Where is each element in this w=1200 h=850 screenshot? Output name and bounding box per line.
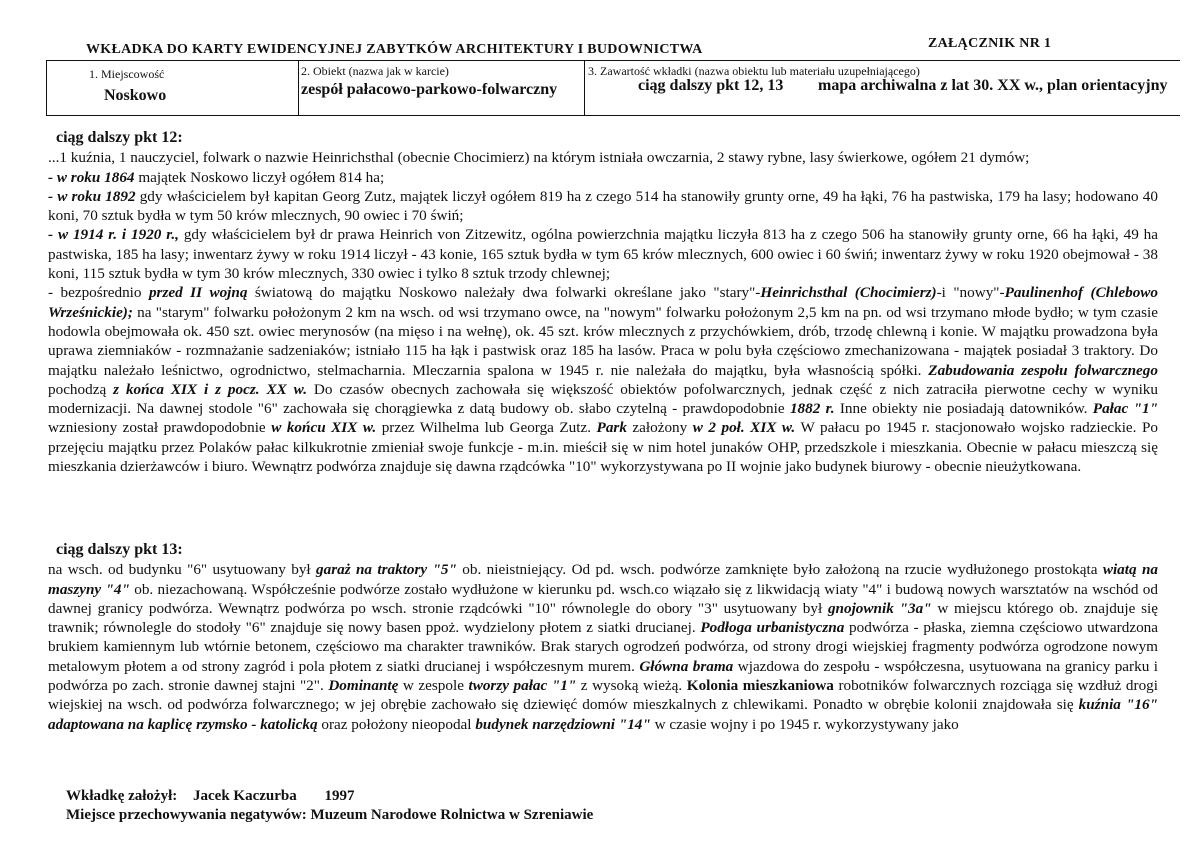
emphasis: z końca XIX i z pocz. XX w. xyxy=(113,380,308,398)
emphasis: w roku 1864 xyxy=(56,168,135,186)
text: ...1 kuźnia, 1 nauczyciel, folwark o nazwie Heinrichsthal (obecnie Chocimierz) na którym istniała owczarnia, 2 stawy rybne, lasy świerkowe, ogółem 21 dymów; xyxy=(48,149,1030,167)
text: założony xyxy=(626,419,693,437)
emphasis: Kolonia mieszkaniowa xyxy=(686,677,834,695)
emphasis: Paulinenhof (Chlebowo Wrześnickie); xyxy=(48,284,1159,321)
text: - xyxy=(48,226,58,244)
text: oraz położony nieopodal xyxy=(317,715,476,733)
emphasis: garaż na traktory "5" xyxy=(316,561,457,579)
emphasis: 1882 r. xyxy=(789,400,835,418)
field-contents-value-main: ciąg dalszy pkt 12, 13 xyxy=(638,77,784,94)
field-object xyxy=(297,61,585,116)
text: ob. niezachowaną. Współcześnie podwórze zostało wydłużone w kierunku pd. wsch.co wiązało się z likwidacją wiaty "4" i budową nowych warsztatów na wschód od dawnej granicy podwórza. Wewnątrz podwórza po wsch. stronie rządcówki "10" równolegle do obory "3" usytuowany był xyxy=(48,580,1158,617)
text: z wysoką wieżą. xyxy=(576,677,687,695)
text: robotników folwarcznych rozciąga się wzdłuż drogi wiejskiej na wsch. od podwórza folwarcznego; w jej obrębie zachowało się dziewięć domów mieszkalnych z chlewikami. Ponadto w obrębie kolonii znajdowała się xyxy=(48,677,1158,714)
emphasis: w roku 1892 xyxy=(57,187,136,205)
emphasis: w 1914 r. i 1920 r., xyxy=(57,226,179,244)
document-title: WKŁADKA DO KARTY EWIDENCYJNEJ ZABYTKÓW ARCHITEKTURY I BUDOWNICTWA xyxy=(86,42,703,57)
text: - xyxy=(48,168,57,186)
text: -i "nowy"- xyxy=(936,284,1005,302)
emphasis: w 2 poł. XIX w. xyxy=(692,419,796,437)
text: - xyxy=(48,187,58,205)
text: gdy właścicielem był kapitan Georg Zutz, majątek liczył ogółem 819 ha z czego 514 ha stanowiły grunty orne, 49 ha łąki, 76 ha pastwiska, 179 ha lasy; hodowano 40 koni, 70 sztuk bydła w tym 50 krów mlecznych, 90 owiec i 70 świń; xyxy=(48,187,1158,225)
emphasis: przed II wojną xyxy=(148,284,248,302)
storage-label: Miejsce przechowywania negatywów: xyxy=(66,807,307,823)
author-year: 1997 xyxy=(324,788,355,804)
text: ob. nieistniejący. Od pd. wsch. podwórze zamknięte było założoną na rzucie wydłużonego prostokąta xyxy=(456,561,1103,579)
text: - bezpośrednio xyxy=(48,284,149,302)
section-pkt12 xyxy=(48,128,1158,476)
emphasis: Podłoga urbanistyczna xyxy=(700,619,845,637)
section-pkt13 xyxy=(48,540,1158,734)
field-locality xyxy=(46,61,299,116)
author-name: Jacek Kaczurba xyxy=(193,788,297,804)
emphasis: Heinrichsthal (Chocimierz) xyxy=(760,284,937,302)
emphasis: kuźnia "16" adaptowana na kaplicę rzymsko - katolicką xyxy=(48,696,1158,733)
section-pkt12-heading: ciąg dalszy pkt 12: xyxy=(56,129,183,146)
text: w zespole xyxy=(398,677,469,695)
text: pochodzą xyxy=(48,380,114,398)
text: w miejscu którego ob. znajduje się trawnik; równolegle do stodoły "6" znajduje się nowy basen ppoż. wydzielony płotem z siatki drucianej. xyxy=(48,599,1158,637)
paragraph xyxy=(48,225,1158,283)
text: W pałacu po 1945 r. stacjonowało wojsko radzieckie. Po przejęciu majątku przez Polaków pałac kilkukrotnie zmieniał swoje funkcje - m.in. mieścił się w nim hotel junaków OHP, przedszkole i mieszkania. Obecnie w pałacu mieszczą się mieszkania dzierżawców i biuro. Wewnątrz podwórza znajduje się dawna rządcówka "10" wykorzystywana po II wojnie jako budynek biurowy - obecnie nieużytkowana. xyxy=(48,419,1158,476)
emphasis: Dominantę xyxy=(328,677,399,695)
text: przez Wilhelma lub Georga Zutz. xyxy=(376,419,597,437)
field-locality-value: Noskowo xyxy=(104,87,167,104)
text: wzniesiony został prawdopodobnie xyxy=(48,419,272,437)
field-locality-label: 1. Miejscowość xyxy=(89,67,165,81)
author-label: Wkładkę założył: xyxy=(66,788,178,804)
text: Inne obiekty nie posiadają datowników. xyxy=(834,400,1093,418)
text: gdy właścicielem był dr prawa Heinrich von Zitzewitz, ogólna powierzchnia majątku liczyła 813 ha z czego 506 ha stanowiły grunty orne, 66 ha łąki, 49 ha pastwiska, 185 ha lasy; inwentarz żywy w roku 1914 liczył - 43 konie, 165 sztuk bydła w tym 65 krów mlecznych, 600 owiec i 60 świń; inwentarz żywy w roku 1920 obejmował - 38 koni, 115 sztuk bydła w tym 30 krów mlecznych, 330 owiec i tylko 8 sztuk trzody chlewnej; xyxy=(48,226,1158,283)
emphasis: Park xyxy=(596,419,627,437)
text: na "starym" folwarku położonym 2 km na wsch. od wsi trzymano owce, na "nowym" folwarku położonym 2,5 km na pn. od wsi trzymano młode bydło; w tym czasie hodowla obejmowała ok. 450 szt. owiec merynosów (na mięso i na wełnę), ok. 45 szt. krów mlecznych z przychówkiem, drób, trzodę chlewną i konie. W majątku prowadzona była uprawa ziemniaków - rozmnażanie sadzeniaków; istniało 115 ha łąk i pastwisk oraz 185 ha lasów. Praca w polu była częściowo zmechanizowana - majątek posiadał 3 traktory. Do majątku należało leśnictwo, ogrodnictwo, stelmacharnia. Mleczarnia spalona w 1945 r. nie należała do majątku, była własnością spółki. xyxy=(48,303,1158,379)
emphasis: budynek narzędziowni "14" xyxy=(475,715,651,733)
emphasis: tworzy pałac "1" xyxy=(468,677,577,695)
emphasis: wiatą na maszyny "4" xyxy=(48,561,1158,598)
paragraph xyxy=(48,168,1158,187)
field-object-value: zespół pałacowo-parkowo-folwarczny xyxy=(301,81,558,98)
text: na wsch. od budynku "6" usytuowany był xyxy=(48,561,316,579)
text: w czasie wojny i po 1945 r. wykorzystywany jako xyxy=(650,715,959,733)
field-contents-label: 3. Zawartość wkładki (nazwa obiektu lub materiału uzupełniającego) xyxy=(588,64,920,78)
field-contents xyxy=(584,61,1180,116)
emphasis: Zabudowania zespołu folwarcznego xyxy=(928,361,1158,379)
section-pkt13-heading: ciąg dalszy pkt 13: xyxy=(56,541,183,558)
storage-value: Muzeum Narodowe Rolnictwa w Szreniawie xyxy=(310,807,594,823)
footer-storage xyxy=(66,807,593,824)
field-object-label: 2. Obiekt (nazwa jak w karcie) xyxy=(301,64,449,78)
emphasis: Główna brama xyxy=(639,657,734,675)
text: światową do majątku Noskowo należały dwa folwarki określane jako "stary"- xyxy=(247,284,761,302)
paragraph xyxy=(48,148,1158,167)
annex-number: ZAŁĄCZNIK NR 1 xyxy=(928,36,1052,51)
paragraph xyxy=(48,283,1158,476)
text: wjazdowa do zespołu - współczesna, usytuowana na granicy parku i podwórza po zach. stronie dawnej stajni "2". xyxy=(48,657,1158,695)
footer-author xyxy=(66,788,354,805)
paragraph xyxy=(48,560,1158,734)
text: podwórza - płaska, ziemna częściowo utwardzona brukiem kamiennym lub wtórnie betonem, częściowo ma charakter trawników. Brak starych ogrodzeń podwórza, od strony drogi wiejskiej fragmenty podwórza ogrodzone nowym metalowym płotem a od strony zagród i pola płotem z siatki drucianej i współczesnym murem. xyxy=(48,619,1158,675)
emphasis: w końcu XIX w. xyxy=(271,419,377,437)
paragraph xyxy=(48,187,1158,226)
text: Do czasów obecnych zachowała się większość obiektów pofolwarcznych, jednak część z nich zatraciła pierwotne cechy w wyniku modernizacji. Na dawnej stodole "6" zachowała się chorągiewka z datą budowy ob. słabo czytelną - prawdopodobnie xyxy=(48,380,1158,418)
text: majątek Noskowo liczył ogółem 814 ha; xyxy=(134,168,385,186)
emphasis: Pałac "1" xyxy=(1092,400,1159,418)
field-contents-value-rest: mapa archiwalna z lat 30. XX w., plan orientacyjny xyxy=(818,77,1168,94)
emphasis: gnojownik "3a" xyxy=(827,599,932,617)
